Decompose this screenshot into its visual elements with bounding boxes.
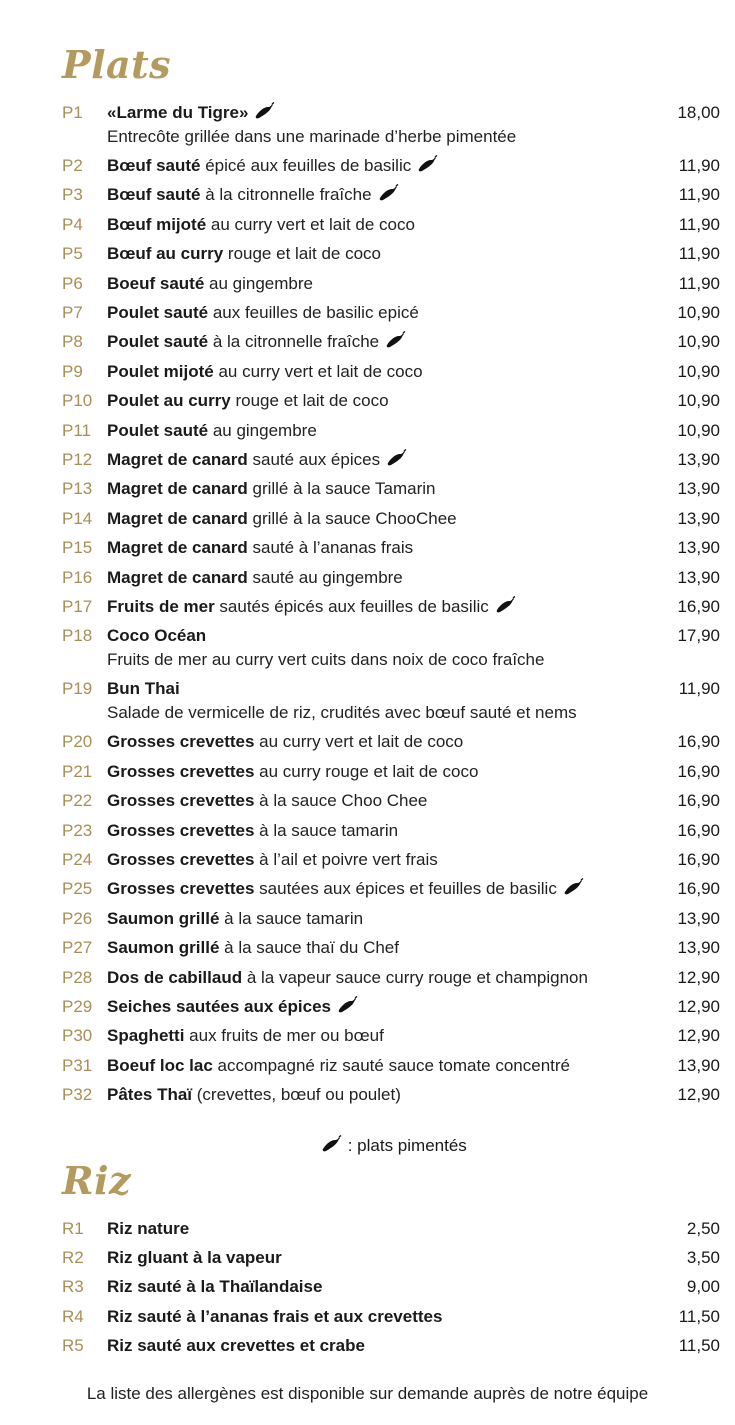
item-name <box>107 214 415 236</box>
item-price: 10,90 <box>677 303 720 322</box>
item-code: P3 <box>62 185 83 205</box>
menu-item <box>0 361 735 390</box>
item-price: 10,90 <box>677 391 720 411</box>
item-price: 13,90 <box>677 1055 720 1075</box>
item-price: 12,90 <box>677 997 720 1016</box>
item-price: 11,90 <box>678 214 720 234</box>
item-name-main: Bœuf sauté <box>107 156 201 175</box>
item-name-main: Saumon grillé <box>107 908 220 928</box>
item-code: P27 <box>62 938 93 958</box>
item-price: 11,50 <box>678 1335 720 1355</box>
item-code: P13 <box>62 479 93 499</box>
item-name-detail: sautés épicés aux feuilles de basilic <box>214 597 489 616</box>
item-code: P19 <box>62 679 93 699</box>
item-name <box>107 678 180 700</box>
menu-item <box>0 596 735 625</box>
menu-item <box>0 820 735 849</box>
item-name-main: Magret de canard <box>107 479 248 499</box>
item-name <box>107 967 588 989</box>
item-code: P5 <box>62 244 83 264</box>
item-name-main: Bun Thai <box>107 679 180 699</box>
menu-item <box>0 996 735 1025</box>
item-name <box>107 537 413 559</box>
menu-item <box>0 937 735 966</box>
item-name-detail: à la sauce Choo Chee <box>254 791 428 811</box>
item-name <box>107 790 427 812</box>
item-price: 13,90 <box>677 450 720 469</box>
item-name <box>107 849 438 871</box>
item-name-main: Riz gluant à la vapeur <box>107 1248 282 1268</box>
menu-item <box>0 678 735 723</box>
menu-item <box>0 731 735 760</box>
item-price: 13,90 <box>677 938 720 958</box>
item-price: 11,90 <box>678 185 720 205</box>
menu-item <box>0 273 735 302</box>
item-name-detail: sauté au gingembre <box>247 567 403 587</box>
item-name-main: Grosses crevettes <box>107 850 255 869</box>
menu-item <box>0 1276 735 1305</box>
item-name <box>107 1084 401 1106</box>
item-name-detail: à la citronnelle fraîche <box>200 185 372 205</box>
item-code: P24 <box>62 850 93 869</box>
menu-item <box>0 625 735 670</box>
item-code: P6 <box>62 273 83 293</box>
item-price: 3,50 <box>686 1248 720 1268</box>
item-name-main: Spaghetti <box>107 1026 185 1046</box>
item-price: 12,90 <box>677 1085 720 1105</box>
item-code: P26 <box>62 908 93 928</box>
item-name-detail: au gingembre <box>204 273 313 293</box>
item-code: P21 <box>62 761 93 781</box>
item-name-main: Magret de canard <box>107 567 248 587</box>
item-code: R1 <box>62 1219 84 1238</box>
item-price: 13,90 <box>677 508 720 528</box>
item-name-detail: rouge et lait de coco <box>230 391 389 411</box>
item-price: 16,90 <box>677 791 720 811</box>
item-name-detail: accompagné riz sauté sauce tomate concentré <box>212 1055 571 1075</box>
item-price: 13,90 <box>677 908 720 928</box>
item-price: 10,90 <box>677 332 720 352</box>
item-name-detail: (crevettes, bœuf ou poulet) <box>192 1085 401 1105</box>
item-code: P2 <box>62 156 83 175</box>
item-name-detail: à la sauce thaï du Chef <box>219 938 399 958</box>
item-code: P23 <box>62 820 93 840</box>
item-code: P12 <box>62 450 93 469</box>
item-price: 13,90 <box>677 538 720 558</box>
item-name-detail: sauté à l’ananas frais <box>247 538 414 558</box>
item-code: P22 <box>62 791 93 811</box>
item-price: 10,90 <box>677 420 720 440</box>
item-name-main: Grosses crevettes <box>107 761 255 781</box>
item-price: 9,00 <box>686 1277 720 1297</box>
item-name <box>107 420 317 442</box>
item-price: 11,90 <box>678 679 720 699</box>
spicy-legend-text: : plats pimentés <box>343 1136 467 1155</box>
menu-item <box>0 790 735 819</box>
item-name-detail: aux fruits de mer ou bœuf <box>184 1026 384 1046</box>
item-name-main: Riz sauté à l’ananas frais et aux crevettes <box>107 1306 443 1326</box>
item-code: P14 <box>62 508 93 528</box>
item-price: 13,90 <box>677 479 720 499</box>
item-name-main: Magret de canard <box>107 450 248 469</box>
item-name <box>107 102 276 124</box>
menu-item <box>0 537 735 566</box>
item-name <box>107 508 457 530</box>
item-name <box>107 302 419 324</box>
item-code: P17 <box>62 597 93 616</box>
item-price: 17,90 <box>677 626 720 646</box>
item-code: R5 <box>62 1335 84 1355</box>
item-description: Salade de vermicelle de riz, crudités avec bœuf sauté et nems <box>107 703 577 723</box>
item-price: 12,90 <box>677 967 720 987</box>
item-name-main: Poulet sauté <box>107 303 209 322</box>
item-name <box>107 1055 570 1077</box>
item-name-detail: grillé à la sauce Tamarin <box>247 479 436 499</box>
item-name-detail: à la sauce tamarin <box>254 820 399 840</box>
riz-title: Riz <box>62 1158 132 1203</box>
menu-item <box>0 1247 735 1276</box>
menu-item <box>0 184 735 213</box>
item-name-detail: rouge et lait de coco <box>223 244 382 264</box>
item-name <box>107 1335 365 1357</box>
item-name <box>107 625 206 647</box>
menu-item <box>0 1218 735 1247</box>
item-code: P29 <box>62 997 93 1016</box>
item-code: R4 <box>62 1306 84 1326</box>
menu-item <box>0 102 735 146</box>
item-name <box>107 243 381 265</box>
chili-pepper-icon <box>335 996 359 1014</box>
menu-item <box>0 302 735 331</box>
item-price: 2,50 <box>686 1219 720 1238</box>
item-name-main: Poulet mijoté <box>107 361 214 381</box>
item-name <box>107 596 517 618</box>
chili-pepper-icon <box>493 596 517 614</box>
item-name-detail: sautées aux épices et feuilles de basilic <box>254 879 557 899</box>
item-name <box>107 996 359 1018</box>
item-name <box>107 908 363 930</box>
item-code: P4 <box>62 214 83 234</box>
menu-item <box>0 1055 735 1084</box>
item-name-main: Bœuf mijoté <box>107 214 207 234</box>
item-price: 16,90 <box>677 732 720 752</box>
item-name-main: Bœuf sauté <box>107 185 201 205</box>
item-name-main: Saumon grillé <box>107 938 220 958</box>
item-code: P10 <box>62 391 93 411</box>
item-price: 12,90 <box>677 1026 720 1046</box>
item-name <box>107 761 478 783</box>
item-name <box>107 184 400 206</box>
item-name-main: Grosses crevettes <box>107 820 255 840</box>
item-name-main: Magret de canard <box>107 538 248 558</box>
item-code: R3 <box>62 1277 84 1297</box>
item-name-main: Grosses crevettes <box>107 879 255 899</box>
item-name-main: Boeuf sauté <box>107 273 205 293</box>
menu-item <box>0 478 735 507</box>
item-name-main: Poulet sauté <box>107 332 209 352</box>
item-code: P15 <box>62 538 93 558</box>
item-name-main: Dos de cabillaud <box>107 967 243 987</box>
item-name-main: Fruits de mer <box>107 597 215 616</box>
item-price: 13,90 <box>677 567 720 587</box>
item-price: 10,90 <box>677 361 720 381</box>
chili-pepper-icon <box>319 1135 343 1153</box>
item-name-main: «Larme du Tigre» <box>107 103 249 122</box>
item-name-main: Poulet au curry <box>107 391 231 411</box>
item-name <box>107 731 463 753</box>
item-name-detail: sauté aux épices <box>247 450 381 469</box>
item-name-main: Riz nature <box>107 1219 190 1238</box>
chili-pepper-icon <box>252 102 276 120</box>
item-name <box>107 1306 442 1328</box>
item-code: P16 <box>62 567 93 587</box>
item-name <box>107 478 436 500</box>
item-code: P30 <box>62 1026 93 1046</box>
item-price: 16,90 <box>677 761 720 781</box>
chili-pepper-icon <box>561 878 585 896</box>
menu-item <box>0 155 735 184</box>
item-name-detail: au curry vert et lait de coco <box>206 214 415 234</box>
menu-item <box>0 214 735 243</box>
item-name-main: Poulet sauté <box>107 420 209 440</box>
item-code: P9 <box>62 361 83 381</box>
menu-item <box>0 390 735 419</box>
menu-item <box>0 1084 735 1113</box>
item-name <box>107 273 313 295</box>
item-name-main: Grosses crevettes <box>107 732 255 752</box>
item-name-detail: épicé aux feuilles de basilic <box>200 156 412 175</box>
item-name <box>107 390 389 412</box>
item-name-main: Riz sauté à la Thaïlandaise <box>107 1277 323 1297</box>
item-name-detail: à l’ail et poivre vert frais <box>254 850 438 869</box>
item-name-detail: au gingembre <box>208 420 317 440</box>
item-name <box>107 155 439 177</box>
item-price: 18,00 <box>677 103 720 122</box>
spicy-legend <box>315 1135 467 1157</box>
item-name-main: Pâtes Thaï <box>107 1085 193 1105</box>
menu-item <box>0 331 735 360</box>
item-name <box>107 361 423 383</box>
item-name-main: Seiches sautées aux épices <box>107 997 331 1016</box>
menu-item <box>0 908 735 937</box>
item-name <box>107 937 399 959</box>
item-price: 11,90 <box>678 156 720 175</box>
item-name <box>107 1025 384 1047</box>
plats-title: Plats <box>62 42 172 87</box>
item-code: P28 <box>62 967 93 987</box>
menu-item <box>0 1306 735 1335</box>
item-name-main: Bœuf au curry <box>107 244 224 264</box>
item-price: 16,90 <box>677 879 720 899</box>
item-code: P7 <box>62 303 83 322</box>
menu-item <box>0 849 735 878</box>
item-name-detail: à la vapeur sauce curry rouge et champignon <box>242 967 588 987</box>
item-name <box>107 1276 322 1298</box>
item-name-detail: au curry vert et lait de coco <box>254 732 464 752</box>
item-name <box>107 1247 282 1269</box>
menu-item <box>0 878 735 907</box>
item-price: 11,50 <box>678 1306 720 1326</box>
item-name-detail: aux feuilles de basilic epicé <box>208 303 419 322</box>
item-code: P8 <box>62 332 83 352</box>
menu-item <box>0 1335 735 1364</box>
item-description: Entrecôte grillée dans une marinade d’herbe pimentée <box>107 127 517 146</box>
item-name-main: Magret de canard <box>107 508 248 528</box>
item-name-detail: au curry rouge et lait de coco <box>254 761 479 781</box>
menu-item <box>0 967 735 996</box>
item-name-detail: grillé à la sauce ChooChee <box>247 508 457 528</box>
item-description: Fruits de mer au curry vert cuits dans noix de coco fraîche <box>107 650 545 670</box>
item-price: 16,90 <box>677 850 720 869</box>
item-price: 11,90 <box>678 244 720 264</box>
item-name <box>107 878 585 900</box>
menu-item <box>0 449 735 478</box>
item-name-detail: à la citronnelle fraîche <box>208 332 380 352</box>
item-code: P32 <box>62 1085 93 1105</box>
item-name-main: Coco Océan <box>107 626 207 646</box>
menu-item <box>0 420 735 449</box>
item-code: R2 <box>62 1248 84 1268</box>
item-name-main: Grosses crevettes <box>107 791 255 811</box>
menu-item <box>0 1025 735 1054</box>
chili-pepper-icon <box>415 155 439 173</box>
item-price: 11,90 <box>678 273 720 293</box>
item-name-detail: au curry vert et lait de coco <box>213 361 423 381</box>
item-name <box>107 331 407 353</box>
item-name <box>107 449 408 471</box>
item-name-main: Boeuf loc lac <box>107 1055 213 1075</box>
allergens-note: La liste des allergènes est disponible sur demande auprès de notre équipe <box>86 1384 649 1403</box>
menu-item <box>0 761 735 790</box>
item-name <box>107 1218 189 1240</box>
item-name-detail: à la sauce tamarin <box>219 908 364 928</box>
chili-pepper-icon <box>384 449 408 467</box>
item-code: P31 <box>62 1055 93 1075</box>
menu-item <box>0 508 735 537</box>
item-name <box>107 567 403 589</box>
item-name <box>107 820 398 842</box>
item-code: P25 <box>62 879 93 899</box>
item-code: P20 <box>62 732 93 752</box>
menu-item <box>0 243 735 272</box>
item-price: 16,90 <box>677 597 720 616</box>
item-price: 16,90 <box>677 820 720 840</box>
item-code: P11 <box>62 420 91 440</box>
menu-item <box>0 567 735 596</box>
chili-pepper-icon <box>376 184 400 202</box>
item-code: P18 <box>62 626 93 646</box>
chili-pepper-icon <box>383 331 407 349</box>
item-code: P1 <box>62 103 83 122</box>
item-name-main: Riz sauté aux crevettes et crabe <box>107 1335 365 1355</box>
